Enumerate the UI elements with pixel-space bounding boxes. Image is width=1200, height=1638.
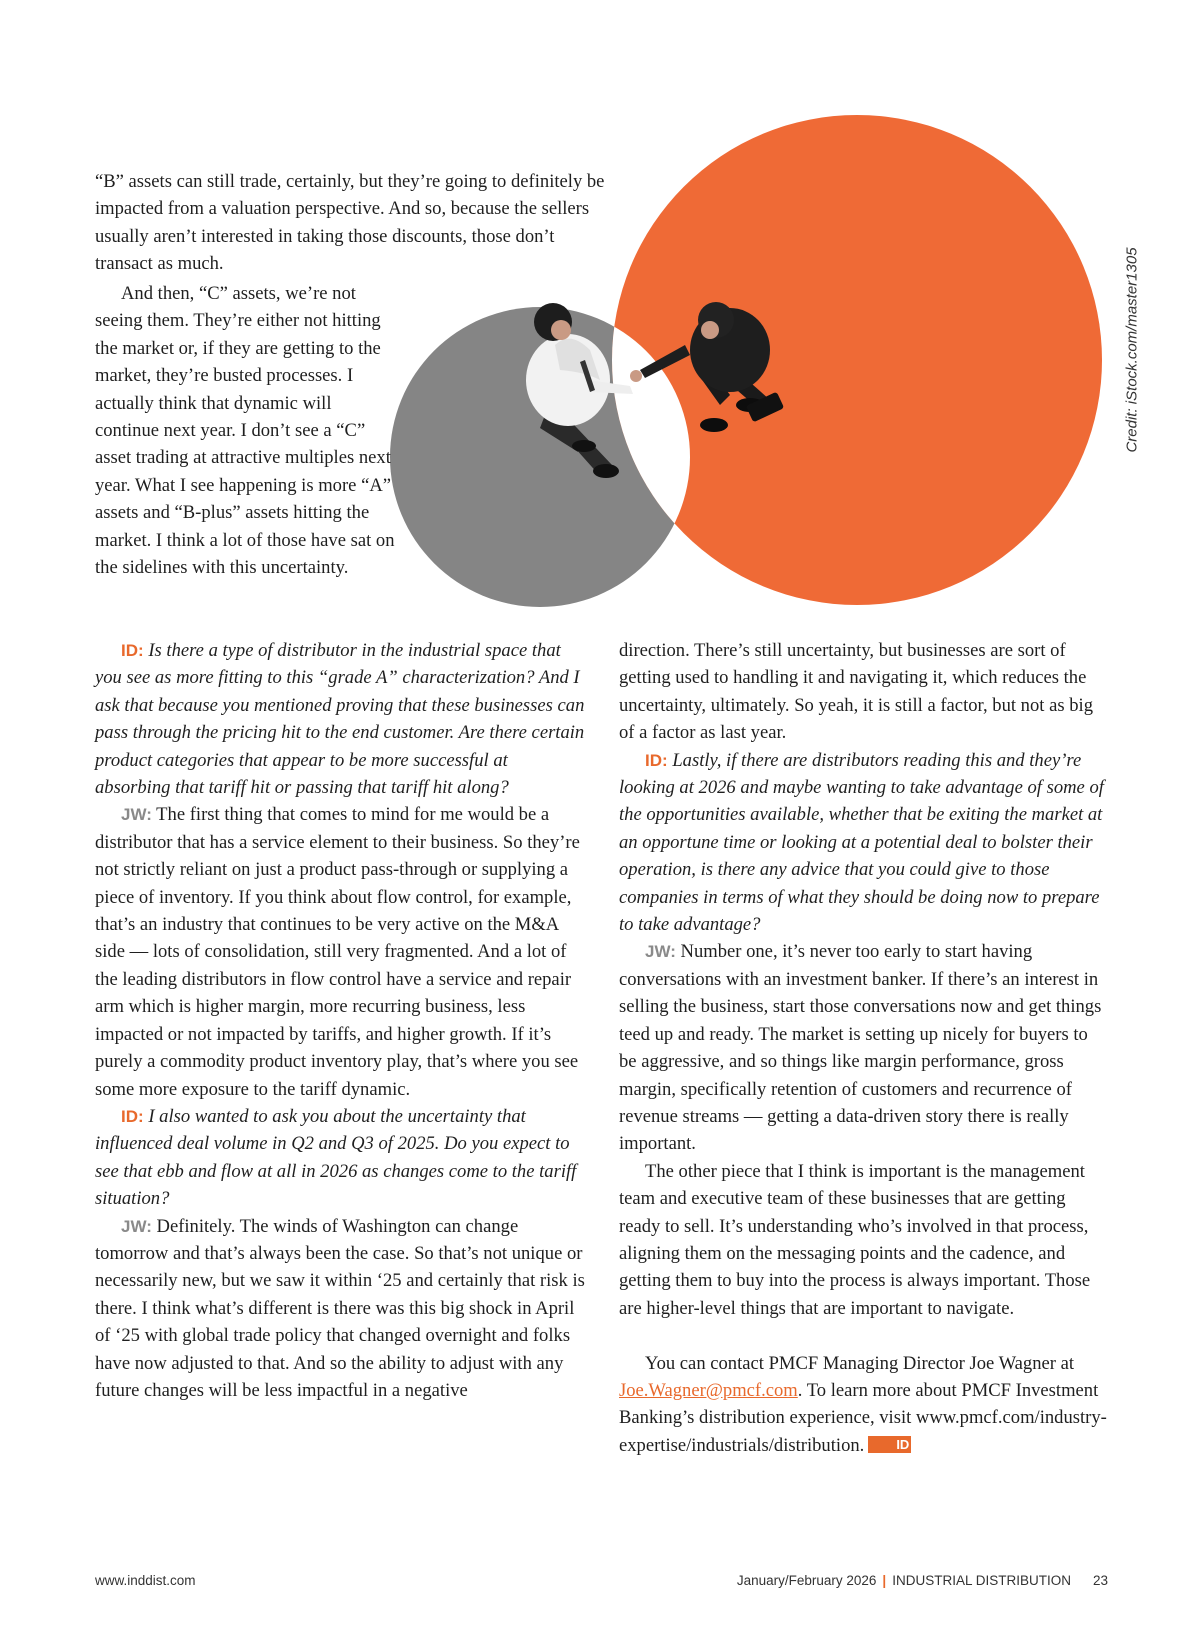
right-column xyxy=(619,637,1109,1459)
footer-separator: | xyxy=(882,1573,887,1588)
footer-publication: INDUSTRIAL DISTRIBUTION xyxy=(892,1573,1071,1588)
question-1-text: Is there a type of distributor in the industrial space that you see as more fitting to this “grade A” characterization? And I ask that because you mentioned proving that these businesses can pass through the pricing hit to the end customer. Are there certain product categories that appear to be more successful at absorbing that tariff hit or passing that tariff hit along? xyxy=(95,640,585,799)
answer-2-text: Definitely. The winds of Washington can change tomorrow and that’s always been the case. So that’s not unique or necessarily new, but we saw it within ‘25 and certainly that risk is there. I think what’s different is there was this big shock in April of ‘25 with global trade policy that changed overnight and folks have now adjusted to that. And so the ability to adjust with any future changes will be less impactful in a negative xyxy=(95,1215,585,1401)
spacer xyxy=(619,1322,1109,1349)
answer-2 xyxy=(95,1213,585,1405)
left-column xyxy=(95,637,585,1404)
contact-text-after: . To learn more about PMCF Investment Banking’s distribution experience, visit www.pmcf.com/industry-expertise/industrials/distribution. xyxy=(619,1379,1107,1456)
intro-paragraph xyxy=(95,168,605,278)
question-3 xyxy=(619,747,1109,939)
b-assets-paragraph: “B” assets can still trade, certainly, but they’re going to definitely be impacted from a valuation perspective. And so, because the sellers usually aren’t interested in taking those discounts, those don’t transact as much. xyxy=(95,171,605,275)
footer-issue-info xyxy=(737,1573,1108,1588)
email-link[interactable]: Joe.Wagner@pmcf.com xyxy=(619,1379,798,1401)
answer-1-text: The first thing that comes to mind for me would be a distributor that has a service element to their business. So they’re not strictly reliant on just a product pass-through or supplying a piece of inventory. If you think about flow control, for example, that’s an industry that continues to be very active on the M&A side — lots of consolidation, still very fragmented. And a lot of the leading distributors in flow control have a service and repair arm which is higher margin, more recurring business, less impacted or not impacted by tariffs, and higher growth. If it’s purely a commodity product inventory play, that’s where you see some more exposure to the tariff dynamic. xyxy=(95,804,580,1100)
question-2 xyxy=(95,1103,585,1213)
jw-label: JW: xyxy=(121,805,152,825)
footer-issue-date: January/February 2026 xyxy=(736,1573,877,1588)
footer-website[interactable]: www.inddist.com xyxy=(95,1573,196,1588)
photo-credit: Credit: iStock.com/master1305 xyxy=(1123,247,1141,453)
id-label: ID: xyxy=(121,641,144,660)
question-2-text: I also wanted to ask you about the uncertainty that influenced deal volume in Q2 and Q3 of 2025. Do you expect to see that ebb and flow at all in 2026 as changes come to the tariff situation? xyxy=(95,1105,577,1210)
answer-3-text: Number one, it’s never too early to start having conversations with an investment banker. If there’s an interest in selling the business, start those conversations now and get things teed up and ready. The market is setting up nicely for buyers to be aggressive, and so things like margin performance, gross margin, specifically retention of customers and recurrence of revenue streams — getting a data-driven story there is really important. xyxy=(619,941,1102,1155)
contact-text-before: You can contact PMCF Managing Director Joe Wagner at xyxy=(645,1352,1075,1374)
jw-label: JW: xyxy=(645,942,676,962)
jw-label: JW: xyxy=(121,1216,152,1236)
end-mark-icon: ID xyxy=(868,1436,911,1453)
page-number: 23 xyxy=(1092,1573,1108,1588)
id-label: ID: xyxy=(645,750,668,770)
id-label: ID: xyxy=(121,1106,144,1126)
answer-3-paragraph-2: The other piece that I think is important is the management team and executive team of these businesses that are getting ready to sell. It’s understanding who’s involved in that process, aligning them on the messaging points and the cadence, and getting them to buy into the process is always important. Those are higher-level things that are important to navigate. xyxy=(619,1160,1091,1319)
question-1 xyxy=(95,637,585,801)
c-assets-paragraph: And then, “C” assets, we’re not seeing them. They’re either not hitting the market or, if they are getting to the market, they’re busted processes. I actually think that dynamic will continue next year. I don’t see a “C” asset trading at attractive multiples next year. What I see happening is more “A” assets and “B-plus” assets hitting the market. I think a lot of those have sat on the sidelines with this uncertainty. xyxy=(95,283,395,579)
orange-circle xyxy=(612,115,1102,605)
c-assets-block xyxy=(95,280,395,581)
answer-1 xyxy=(95,801,585,1102)
answer-2-continued: direction. There’s still uncertainty, but businesses are sort of getting used to handling it and navigating it, which reduces the uncertainty, ultimately. So yeah, it is still a factor, but not as big of a factor as last year. xyxy=(619,640,1093,744)
answer-3 xyxy=(619,938,1109,1157)
question-3-text: Lastly, if there are distributors reading this and they’re looking at 2026 and maybe wanting to take advantage of some of the opportunities available, whether that be exiting the market at an opportune time or looking at a potential deal to bolster their operation, is there any advice that you could give to those companies in terms of what they should be doing now to prepare to take advantage? xyxy=(619,749,1104,936)
contact-paragraph xyxy=(619,1350,1109,1460)
